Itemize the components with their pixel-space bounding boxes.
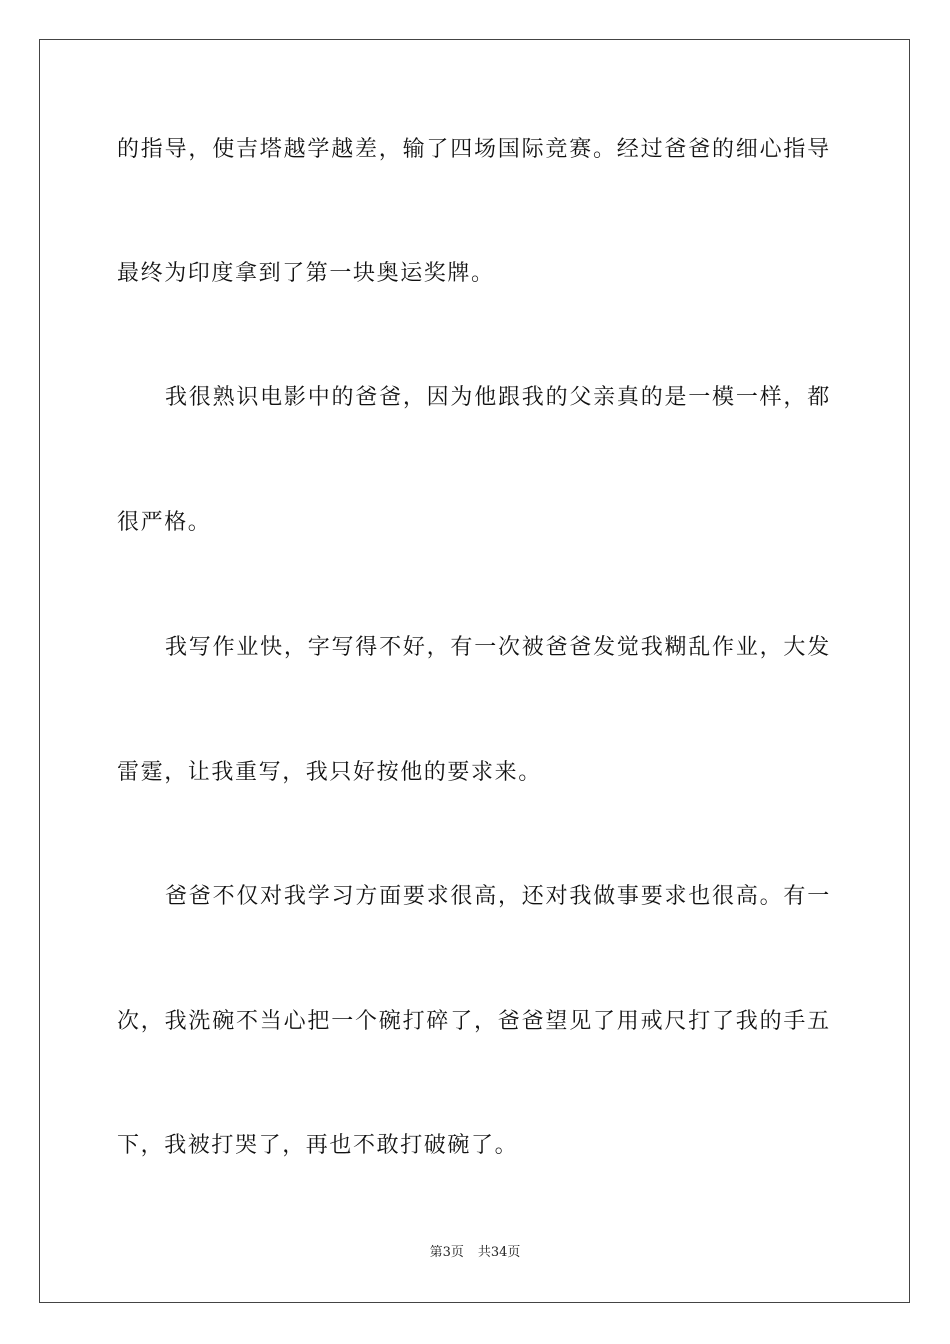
text-line-4: 很严格。 (117, 510, 212, 535)
text-line-2: 最终为印度拿到了第一块奥运奖牌。 (117, 261, 495, 286)
text-line-5: 我写作业快，字写得不好，有一次被爸爸发觉我糊乱作业，大发 (165, 635, 831, 660)
text-line-6: 雷霆，让我重写，我只好按他的要求来。 (117, 760, 542, 785)
text-line-7: 爸爸不仅对我学习方面要求很高，还对我做事要求也很高。有一 (165, 884, 831, 909)
text-line-1: 的指导，使吉塔越学越差，输了四场国际竞赛。经过爸爸的细心指导 (117, 137, 831, 162)
page-footer (0, 1244, 950, 1262)
text-line-3: 我很熟识电影中的爸爸，因为他跟我的父亲真的是一模一样，都 (165, 385, 831, 410)
page-number: 第3页 (429, 1245, 464, 1260)
text-line-8: 次，我洗碗不当心把一个碗打碎了，爸爸望见了用戒尺打了我的手五 (117, 1009, 831, 1034)
page-border (39, 39, 910, 1303)
text-line-9: 下，我被打哭了，再也不敢打破碗了。 (117, 1133, 519, 1158)
page-total: 共34页 (477, 1245, 521, 1260)
